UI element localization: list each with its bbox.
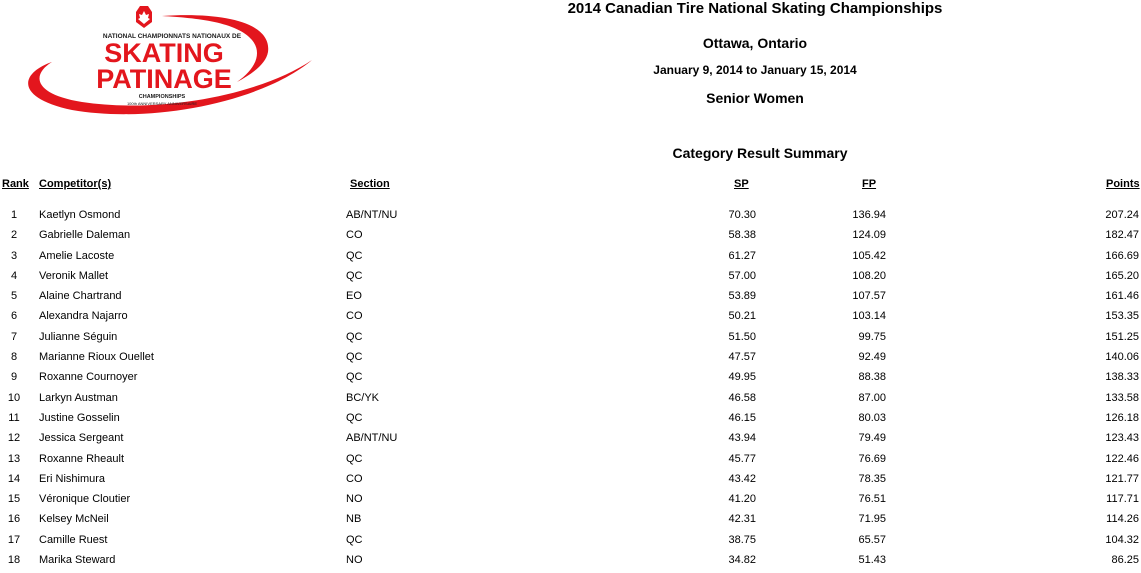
section-cell: QC bbox=[346, 533, 363, 546]
sp-score-cell: 47.57 bbox=[728, 351, 756, 364]
sp-score-cell: 45.77 bbox=[728, 452, 756, 465]
event-category: Senior Women bbox=[706, 90, 804, 106]
points-cell: 151.25 bbox=[1105, 330, 1139, 343]
competitor-cell: Roxanne Cournoyer bbox=[39, 371, 138, 384]
competitor-cell: Véronique Cloutier bbox=[39, 493, 131, 506]
rank-cell: 16 bbox=[7, 513, 21, 526]
rank-cell: 2 bbox=[10, 229, 18, 242]
section-cell: QC bbox=[346, 330, 363, 343]
points-cell: 126.18 bbox=[1105, 411, 1139, 424]
rank-cell: 9 bbox=[10, 371, 18, 384]
points-cell: 140.06 bbox=[1105, 351, 1139, 364]
event-location: Ottawa, Ontario bbox=[702, 35, 808, 51]
fp-score-cell: 87.00 bbox=[858, 391, 886, 404]
competitor-cell: Julianne Séguin bbox=[39, 330, 118, 343]
table-row bbox=[0, 309, 1141, 329]
table-row bbox=[0, 249, 1141, 269]
points-cell: 133.58 bbox=[1105, 391, 1139, 404]
competitor-cell: Eri Nishimura bbox=[39, 472, 106, 485]
table-row bbox=[0, 512, 1141, 532]
logo-top-text: NATIONAL CHAMPIONNATS NATIONAUX DE bbox=[102, 33, 242, 40]
sp-score-cell: 53.89 bbox=[728, 290, 756, 303]
rank-cell: 7 bbox=[10, 330, 18, 343]
section-cell: QC bbox=[346, 249, 363, 262]
table-row bbox=[0, 492, 1141, 512]
logo-sub-text: 100th ANNIVERSARY ANNIVERSAIRE bbox=[126, 101, 198, 106]
fp-score-cell: 88.38 bbox=[858, 371, 886, 384]
points-cell: 123.43 bbox=[1105, 432, 1139, 445]
column-header-section: Section bbox=[350, 178, 390, 190]
competitor-cell: Gabrielle Daleman bbox=[39, 229, 131, 242]
competitor-cell: Kelsey McNeil bbox=[39, 513, 109, 526]
table-row bbox=[0, 411, 1141, 431]
sp-score-cell: 42.31 bbox=[728, 513, 756, 526]
fp-score-cell: 136.94 bbox=[852, 209, 886, 221]
fp-score-cell: 51.43 bbox=[858, 554, 886, 567]
section-cell: BC/YK bbox=[346, 391, 380, 404]
sp-score-cell: 70.30 bbox=[728, 209, 756, 221]
sp-score-cell: 46.58 bbox=[728, 391, 756, 404]
competitor-cell: Alexandra Najarro bbox=[39, 310, 128, 323]
sp-score-cell: 43.94 bbox=[728, 432, 756, 445]
points-cell: 207.24 bbox=[1105, 209, 1139, 221]
fp-score-cell: 108.20 bbox=[852, 269, 886, 282]
sp-score-cell: 58.38 bbox=[728, 229, 756, 242]
competitor-cell: Marika Steward bbox=[39, 554, 116, 567]
section-cell: NO bbox=[346, 493, 363, 506]
competitor-cell: Justine Gosselin bbox=[39, 411, 120, 424]
rank-cell: 5 bbox=[10, 290, 18, 303]
table-row bbox=[0, 330, 1141, 350]
rank-cell: 12 bbox=[7, 432, 21, 445]
section-cell: CO bbox=[346, 310, 363, 323]
column-header-points: Points bbox=[1106, 178, 1140, 190]
points-cell: 121.77 bbox=[1105, 472, 1139, 485]
section-cell: NB bbox=[346, 513, 362, 526]
summary-title: Category Result Summary bbox=[672, 145, 848, 161]
competitor-cell: Amelie Lacoste bbox=[39, 249, 115, 262]
rank-cell: 1 bbox=[10, 209, 18, 221]
points-cell: 161.46 bbox=[1105, 290, 1139, 303]
column-header-fp: FP bbox=[862, 178, 877, 190]
competitor-cell: Camille Ruest bbox=[39, 533, 108, 546]
fp-score-cell: 92.49 bbox=[858, 351, 886, 364]
competitor-cell: Larkyn Austman bbox=[39, 391, 118, 404]
table-row bbox=[0, 269, 1141, 289]
section-cell: NO bbox=[346, 554, 363, 567]
section-cell: EO bbox=[346, 290, 362, 303]
section-cell: CO bbox=[346, 472, 363, 485]
fp-score-cell: 107.57 bbox=[852, 290, 886, 303]
table-row bbox=[0, 228, 1141, 248]
table-row bbox=[0, 370, 1141, 390]
rank-cell: 13 bbox=[7, 452, 21, 465]
section-cell: QC bbox=[346, 371, 363, 384]
competitor-cell: Marianne Rioux Ouellet bbox=[39, 351, 154, 364]
sp-score-cell: 34.82 bbox=[728, 554, 756, 567]
section-cell: AB/NT/NU bbox=[346, 209, 398, 221]
column-header-sp: SP bbox=[734, 178, 749, 190]
table-row bbox=[0, 289, 1141, 309]
sp-score-cell: 46.15 bbox=[728, 411, 756, 424]
table-row bbox=[0, 452, 1141, 472]
rank-cell: 14 bbox=[7, 472, 21, 485]
rank-cell: 17 bbox=[7, 533, 21, 546]
fp-score-cell: 99.75 bbox=[858, 330, 886, 343]
sp-score-cell: 43.42 bbox=[728, 472, 756, 485]
column-header-rank: Rank bbox=[2, 178, 29, 190]
fp-score-cell: 76.69 bbox=[858, 452, 886, 465]
sp-score-cell: 50.21 bbox=[728, 310, 756, 323]
logo-bottom-text: CHAMPIONSHIPS bbox=[138, 94, 186, 100]
table-row bbox=[0, 472, 1141, 492]
rank-cell: 11 bbox=[8, 411, 20, 424]
column-header-competitor: Competitor(s) bbox=[39, 178, 112, 190]
sp-score-cell: 51.50 bbox=[728, 330, 756, 343]
competitor-cell: Veronik Mallet bbox=[39, 269, 109, 282]
championship-logo bbox=[12, 2, 320, 120]
points-cell: 122.46 bbox=[1105, 452, 1139, 465]
points-cell: 165.20 bbox=[1105, 269, 1139, 282]
sp-score-cell: 41.20 bbox=[728, 493, 756, 506]
table-row bbox=[0, 208, 1141, 228]
fp-score-cell: 78.35 bbox=[858, 472, 886, 485]
table-row bbox=[0, 553, 1141, 573]
rank-cell: 6 bbox=[10, 310, 18, 323]
fp-score-cell: 124.09 bbox=[852, 229, 886, 242]
event-title: 2014 Canadian Tire National Skating Championships bbox=[567, 0, 943, 17]
logo-line1: SKATING bbox=[104, 38, 224, 68]
rank-cell: 15 bbox=[7, 493, 21, 506]
competitor-cell: Kaetlyn Osmond bbox=[39, 209, 121, 221]
rank-cell: 8 bbox=[10, 351, 18, 364]
points-cell: 114.26 bbox=[1106, 513, 1139, 526]
fp-score-cell: 76.51 bbox=[858, 493, 886, 506]
maple-leaf-icon bbox=[136, 6, 152, 28]
points-cell: 117.71 bbox=[1106, 493, 1139, 506]
section-cell: QC bbox=[346, 452, 363, 465]
rank-cell: 4 bbox=[10, 269, 18, 282]
event-dates: January 9, 2014 to January 15, 2014 bbox=[653, 63, 857, 77]
section-cell: CO bbox=[346, 229, 363, 242]
table-row bbox=[0, 391, 1141, 411]
sp-score-cell: 49.95 bbox=[728, 371, 756, 384]
fp-score-cell: 65.57 bbox=[858, 533, 886, 546]
sp-score-cell: 57.00 bbox=[728, 269, 756, 282]
table-row bbox=[0, 350, 1141, 370]
competitor-cell: Alaine Chartrand bbox=[39, 290, 122, 303]
fp-score-cell: 103.14 bbox=[852, 310, 886, 323]
competitor-cell: Jessica Sergeant bbox=[39, 432, 124, 445]
points-cell: 86.25 bbox=[1111, 554, 1139, 567]
rank-cell: 10 bbox=[7, 391, 21, 404]
fp-score-cell: 71.95 bbox=[858, 513, 886, 526]
sp-score-cell: 38.75 bbox=[728, 533, 756, 546]
rank-cell: 3 bbox=[10, 249, 18, 262]
section-cell: QC bbox=[346, 351, 363, 364]
fp-score-cell: 105.42 bbox=[852, 249, 886, 262]
section-cell: AB/NT/NU bbox=[346, 432, 398, 445]
points-cell: 153.35 bbox=[1105, 310, 1139, 323]
fp-score-cell: 80.03 bbox=[858, 411, 886, 424]
logo-line2: PATINAGE bbox=[96, 64, 232, 94]
section-cell: QC bbox=[346, 269, 363, 282]
rank-cell: 18 bbox=[7, 554, 21, 567]
points-cell: 104.32 bbox=[1105, 533, 1139, 546]
competitor-cell: Roxanne Rheault bbox=[39, 452, 125, 465]
points-cell: 166.69 bbox=[1105, 249, 1139, 262]
table-row bbox=[0, 533, 1141, 553]
sp-score-cell: 61.27 bbox=[728, 249, 756, 262]
points-cell: 138.33 bbox=[1105, 371, 1139, 384]
table-row bbox=[0, 431, 1141, 451]
fp-score-cell: 79.49 bbox=[858, 432, 886, 445]
results-table bbox=[0, 208, 1141, 573]
points-cell: 182.47 bbox=[1105, 229, 1139, 242]
section-cell: QC bbox=[346, 411, 363, 424]
